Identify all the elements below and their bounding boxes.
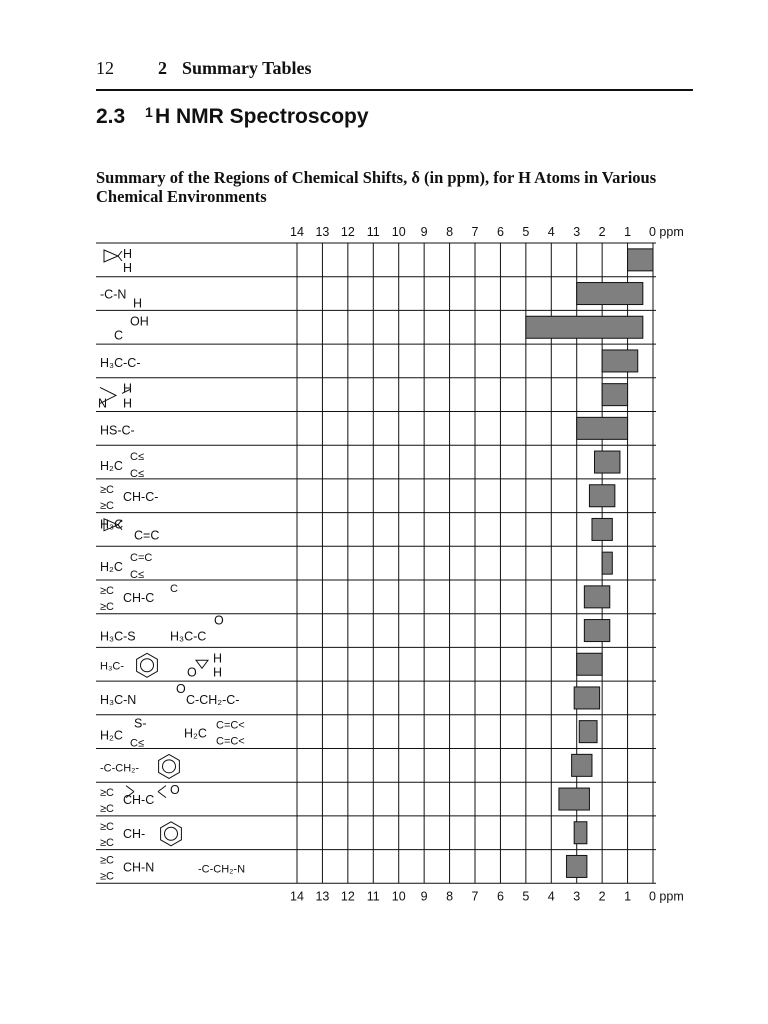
row-label: CH-C	[123, 793, 155, 808]
shift-bar	[577, 283, 643, 305]
epoxide-ring-icon	[196, 660, 208, 668]
shift-bar	[602, 552, 612, 574]
benzene-ring-icon	[137, 653, 158, 677]
row-label: O	[170, 783, 180, 798]
bottom-tick-label: 14	[290, 889, 304, 904]
row-label: C≤	[130, 468, 144, 481]
row-label: C≤	[130, 451, 144, 464]
row-label: O	[176, 681, 186, 696]
row-label: OH	[130, 314, 149, 329]
row-label: S-	[134, 716, 147, 731]
benzene-ring-icon	[165, 827, 178, 840]
page-number: 12	[96, 58, 114, 78]
row-labels	[98, 247, 245, 883]
row-label: -C-N	[100, 287, 127, 302]
row-label: H₂C	[100, 728, 123, 743]
top-tick-label: 5	[522, 225, 530, 239]
bottom-tick-label: 3	[573, 889, 581, 904]
row-label: C=C	[130, 552, 153, 565]
row-label: H₃C-	[100, 660, 125, 673]
shift-bar	[584, 586, 609, 608]
structure-stroke	[104, 250, 122, 262]
top-tick-label: 7	[471, 225, 479, 239]
top-tick-label: 2	[598, 225, 606, 239]
row-label: ≥C	[100, 499, 114, 512]
bottom-tick-label: 1	[624, 889, 632, 904]
row-label: H₂C	[100, 459, 123, 474]
row-label: H	[123, 396, 133, 411]
shift-bar	[577, 653, 602, 675]
section-number: 2.3	[96, 105, 126, 128]
benzene-ring-icon	[161, 822, 182, 846]
shift-bars	[526, 249, 653, 878]
row-label: CH-C	[123, 590, 155, 605]
row-label: H	[123, 246, 133, 261]
row-label: H₃C	[100, 517, 124, 532]
bottom-tick-label: 13	[315, 889, 330, 904]
row-label: HS-C-	[100, 423, 135, 438]
section-superscript: 1	[145, 104, 153, 120]
row-label: C=C<	[216, 735, 245, 748]
row-label: CH-N	[123, 860, 155, 875]
row-label: H	[123, 381, 133, 396]
top-tick-label: 10	[391, 225, 406, 239]
bottom-tick-label: 0 ppm	[649, 889, 684, 904]
row-label: H₂C	[100, 560, 123, 575]
row-label: ≥C	[100, 787, 114, 800]
benzene-ring-icon	[159, 754, 180, 778]
bottom-tick-label: 5	[522, 889, 530, 904]
top-tick-label: 6	[496, 225, 504, 239]
section-title: H NMR Spectroscopy	[155, 105, 369, 128]
benzene-ring-icon	[141, 659, 154, 672]
shift-bar	[592, 518, 612, 540]
row-label: -C-CH₂-	[100, 762, 140, 775]
shift-bar	[526, 316, 643, 338]
row-label: C≤	[130, 737, 144, 750]
row-label: C-CH₂-C-	[186, 692, 240, 707]
row-label: ≥C	[100, 483, 114, 496]
bottom-tick-label: 6	[496, 889, 504, 904]
row-label: ≥C	[100, 870, 114, 883]
top-tick-label: 12	[340, 225, 355, 239]
row-label: C=C	[134, 528, 160, 543]
shift-bar	[602, 384, 627, 406]
shift-bar	[589, 485, 614, 507]
row-label: H	[213, 651, 223, 666]
bottom-tick-label: 9	[420, 889, 428, 904]
row-label: C≤	[130, 569, 144, 582]
shift-bar	[574, 687, 599, 709]
shift-bar	[579, 721, 597, 743]
row-label: O	[214, 613, 224, 628]
chart-caption: Summary of the Regions of Chemical Shifts, δ (in ppm), for H Atoms in Various Chemical Environments	[96, 168, 657, 206]
bottom-tick-label: 10	[391, 889, 406, 904]
top-tick-label: 14	[290, 225, 304, 239]
top-tick-label: 0 ppm	[649, 225, 684, 239]
row-label: ≥C	[100, 836, 114, 849]
bottom-tick-label: 11	[366, 889, 380, 904]
shift-bar	[559, 788, 590, 810]
row-label: H	[133, 296, 143, 311]
top-tick-label: 13	[315, 225, 330, 239]
shift-bar	[584, 620, 609, 642]
shift-bar	[574, 822, 587, 844]
top-tick-label: 3	[573, 225, 581, 239]
bottom-tick-label: 8	[446, 889, 454, 904]
bottom-tick-label: 2	[598, 889, 606, 904]
top-tick-label: 11	[366, 225, 380, 239]
row-label: H₃C-S	[100, 629, 136, 644]
shift-bar	[577, 417, 628, 439]
row-label: C	[170, 582, 178, 595]
shift-bar	[628, 249, 653, 271]
top-tick-label: 8	[446, 225, 454, 239]
top-tick-label: 1	[624, 225, 632, 239]
shift-bar	[567, 855, 587, 877]
shift-bar	[572, 754, 592, 776]
row-label: ≥C	[100, 854, 114, 867]
row-label: ≥C	[100, 803, 114, 816]
top-tick-label: 4	[547, 225, 555, 239]
row-label: H₂C	[184, 726, 207, 741]
row-label: C	[114, 328, 124, 343]
row-label: H	[123, 260, 133, 275]
bottom-tick-label: 7	[471, 889, 479, 904]
row-label: H₃C-C-	[100, 355, 141, 370]
benzene-ring-icon	[163, 760, 176, 773]
row-label: H₃C-C	[170, 629, 207, 644]
bottom-tick-label: 4	[547, 889, 555, 904]
row-label: H₃C-N	[100, 692, 137, 707]
row-label: ≥C	[100, 820, 114, 833]
row-label: -C-CH₂-N	[198, 863, 246, 876]
shift-bar	[602, 350, 638, 372]
grid	[96, 243, 656, 883]
row-label: CH-C-	[123, 489, 159, 504]
row-label: N	[98, 396, 108, 411]
chapter-title: Summary Tables	[182, 58, 312, 78]
row-label: CH-	[123, 826, 146, 841]
row-label: H	[213, 665, 223, 680]
top-tick-label: 9	[420, 225, 428, 239]
bottom-tick-label: 12	[340, 889, 355, 904]
row-label: ≥C	[100, 600, 114, 613]
row-label: ≥C	[100, 584, 114, 597]
shift-bar	[595, 451, 620, 473]
row-label: C=C<	[216, 719, 245, 732]
row-label: O	[187, 665, 197, 680]
chapter-number: 2	[158, 58, 167, 78]
